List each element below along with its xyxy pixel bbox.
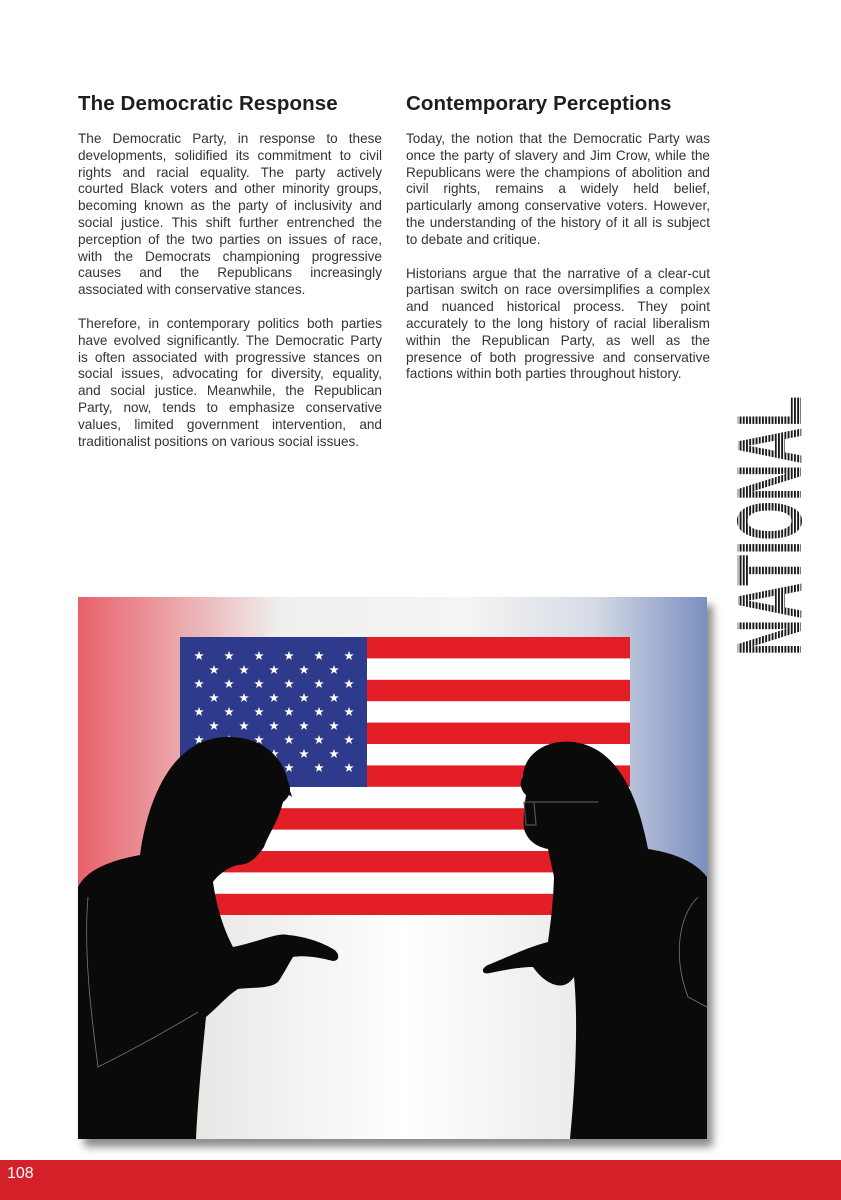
- column-democratic-response: [78, 92, 382, 467]
- paragraph: Historians argue that the narrative of a clear-cut partisan switch on race oversimplifies a complex and nuanced historical process. They point accurately to the long history of racial liberalism within the Republican Party, as well as the presence of both progressive and conservative factions within both parties throughout history.: [406, 265, 710, 382]
- column-contemporary-perceptions: [406, 92, 710, 400]
- page-footer: [0, 1160, 841, 1200]
- paragraph: Therefore, in contemporary politics both parties have evolved significantly. The Democratic Party is often associated with progressive stances on social issues, advocating for diversity, equality, and social justice. Meanwhile, the Republican Party, now, tends to emphasize conservative values, limited government intervention, and traditionalist positions on various social issues.: [78, 315, 382, 449]
- section-heading: The Democratic Response: [78, 92, 338, 115]
- section-heading: Contemporary Perceptions: [406, 92, 672, 115]
- page-number: 108: [7, 1165, 34, 1182]
- paragraph: The Democratic Party, in response to these developments, solidified its commitment to civil rights and racial equality. The party actively courted Black voters and other minority groups, becoming known as the party of inclusivity and social justice. This shift further entrenched the perception of the two parties on issues of race, with the Democrats championing progressive causes and the Republicans increasingly associated with conservative stances.: [78, 131, 382, 298]
- section-label-national: [730, 395, 804, 657]
- illustration-arguing-men-flag: [78, 597, 707, 1139]
- paragraph: Today, the notion that the Democratic Party was once the party of slavery and Jim Crow, while the Republicans were the champions of abolition and civil rights, remains a widely held belief, particularly among conservative voters. However, the understanding of the history of it all is subject to debate and critique.: [406, 131, 710, 247]
